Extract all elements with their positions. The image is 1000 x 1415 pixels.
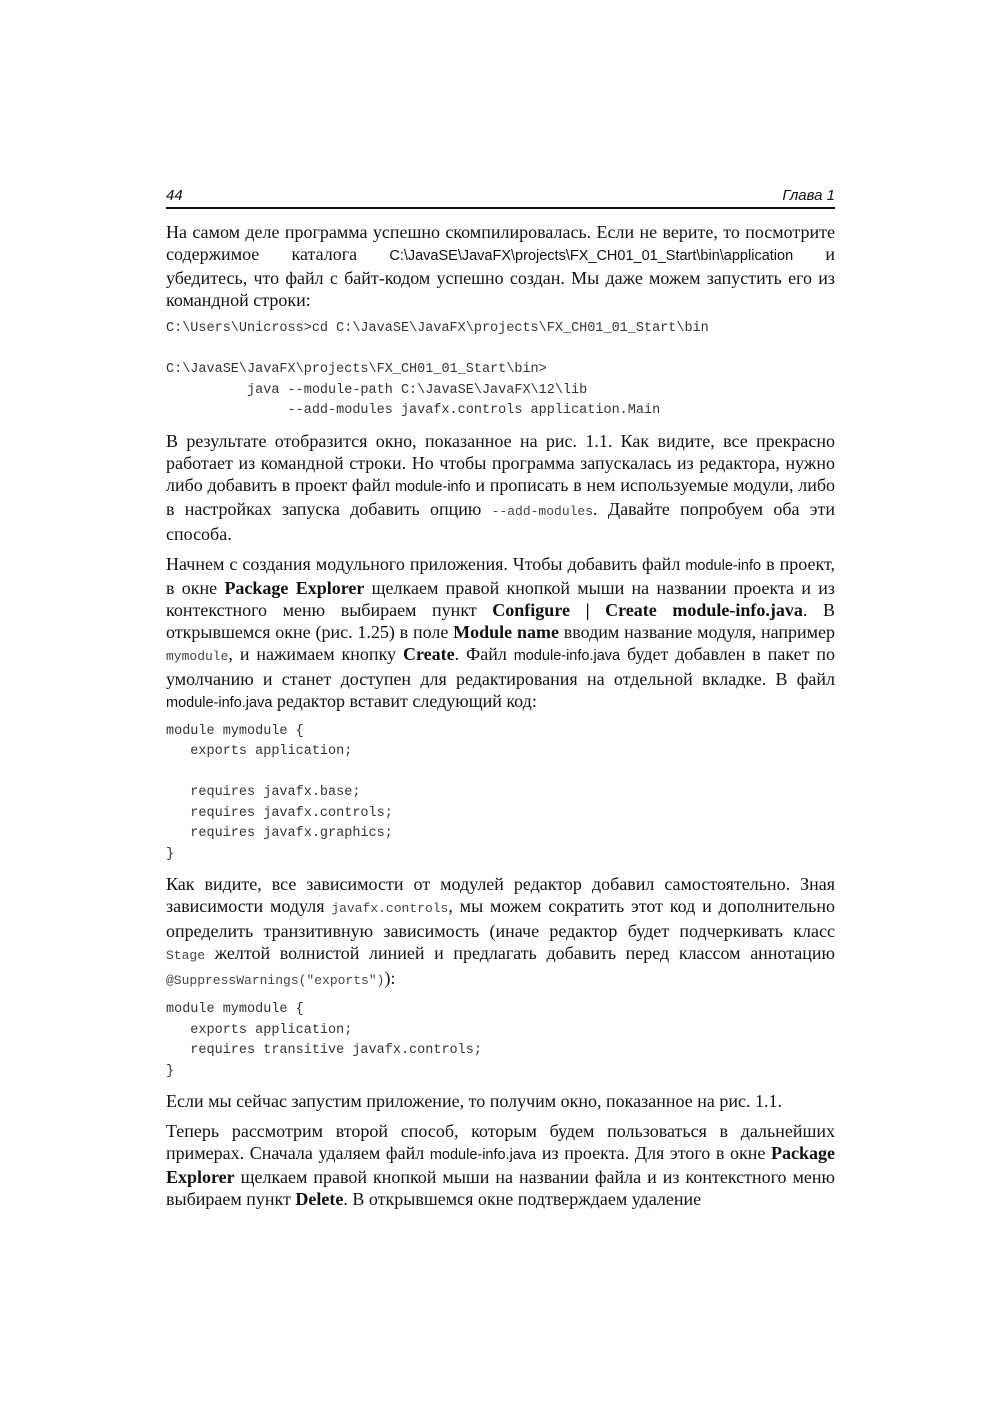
file-name: module-info.java: [166, 694, 273, 711]
text: . Файл: [454, 643, 514, 664]
paragraph-4: [166, 873, 835, 992]
text: . В открывшемся окне (рис. 1.25) в поле: [166, 599, 835, 642]
inline-code: @SuppressWarnings("exports"): [166, 973, 385, 988]
text: , мы можем сократить этот код и дополнительно определить транзитивную зависимость (иначе редактор будет подчеркивать класс: [166, 896, 836, 941]
bold-term: Delete: [295, 1189, 344, 1209]
bold-term: Module name: [453, 621, 559, 642]
text: . В открывшемся окне подтверждаем удаление: [343, 1189, 702, 1209]
text: будет добавлен в пакет по умолчанию и станет доступен для редактирования на отдельной вкладке. В файл: [166, 643, 835, 689]
paragraph-1: [166, 221, 835, 311]
text: щелкаем правой кнопкой мыши на названии проекта и из контекстного меню выбираем пункт: [166, 577, 835, 620]
text: в проект, в окне: [166, 553, 835, 598]
text: и прописать в нем используемые модули, либо в настройках запуска добавить опцию: [166, 474, 835, 519]
file-name: module-info: [394, 478, 471, 495]
text: , и нажимаем кнопку: [228, 643, 403, 664]
book-page: [166, 187, 835, 1218]
paragraph-5: Если мы сейчас запустим приложение, то получим окно, показанное на рис. 1.1.: [166, 1091, 782, 1111]
text: желтой волнистой линией и предлагать добавить перед классом аннотацию: [205, 943, 835, 963]
paragraph-6: [166, 1120, 835, 1210]
inline-code: mymodule: [166, 648, 229, 664]
bold-term: Configure | Create module-info.java: [492, 599, 803, 620]
inline-code: --add-modules: [491, 503, 594, 519]
text: . Давайте попробуем оба эти способа.: [166, 498, 835, 544]
text: ):: [384, 968, 396, 988]
text: из проекта. Для этого в окне: [536, 1143, 772, 1163]
code-block-2: module mymodule { exports application; requires javafx.base; requires javafx.controls; requires javafx.graphics; }: [166, 723, 393, 862]
file-name: module-info.java: [513, 647, 621, 664]
bold-term: Package Explorer: [224, 577, 365, 598]
text: и убедитесь, что файл с байт-кодом успешно создан. Мы даже можем запустить его из командной строки:: [166, 244, 836, 310]
code-block-3: module mymodule { exports application; requires transitive javafx.controls; }: [166, 1002, 482, 1079]
text: Как видите, все зависимости от модулей редактор добавил самостоятельно. Зная зависимости модуля: [166, 874, 835, 916]
page-body: [166, 221, 835, 1210]
bold-term: Create: [402, 643, 455, 664]
bold-term: Package Explorer: [166, 1143, 835, 1187]
code-block-1: C:\Users\Unicross>cd C:\JavaSE\JavaFX\projects\FX_CH01_01_Start\bin C:\JavaSE\JavaFX\projects\FX_CH01_01_Start\bin> java --module-path C:\JavaSE\JavaFX\12\lib --add-modules javafx.controls application.Main: [166, 321, 709, 418]
text: Начнем с создания модульного приложения. Чтобы добавить файл: [166, 553, 686, 574]
path-text: C:\JavaSE\JavaFX\projects\FX_CH01_01_Start\bin\application: [389, 248, 794, 264]
inline-code: Stage: [166, 948, 206, 963]
text: На самом деле программа успешно скомпилировалась. Если не верите, то посмотрите содержимое каталога: [166, 222, 835, 264]
paragraph-3: [166, 553, 835, 714]
file-name: module-info.java: [429, 1147, 537, 1163]
chapter-title: Глава 1: [782, 187, 835, 204]
text: редактор вставит следующий код:: [272, 690, 537, 711]
text: вводим название модуля, например: [558, 621, 835, 642]
text: щелкаем правой кнопкой мыши на названии файла и из контекстного меню выбираем пункт: [166, 1167, 835, 1209]
text: Теперь рассмотрим второй способ, которым будем пользоваться в дальнейших примерах. Сначала удаляем файл: [166, 1121, 835, 1163]
text: В результате отобразится окно, показанное на рис. 1.1. Как видите, все прекрасно работает из командной строки. Но чтобы программа запускалась из редактора, нужно либо добавить в проект файл: [166, 430, 835, 495]
page-header: [166, 187, 835, 209]
file-name: module-info: [685, 557, 762, 574]
page-number: 44: [166, 187, 183, 204]
inline-code: javafx.controls: [331, 901, 449, 916]
paragraph-2: [166, 430, 835, 545]
